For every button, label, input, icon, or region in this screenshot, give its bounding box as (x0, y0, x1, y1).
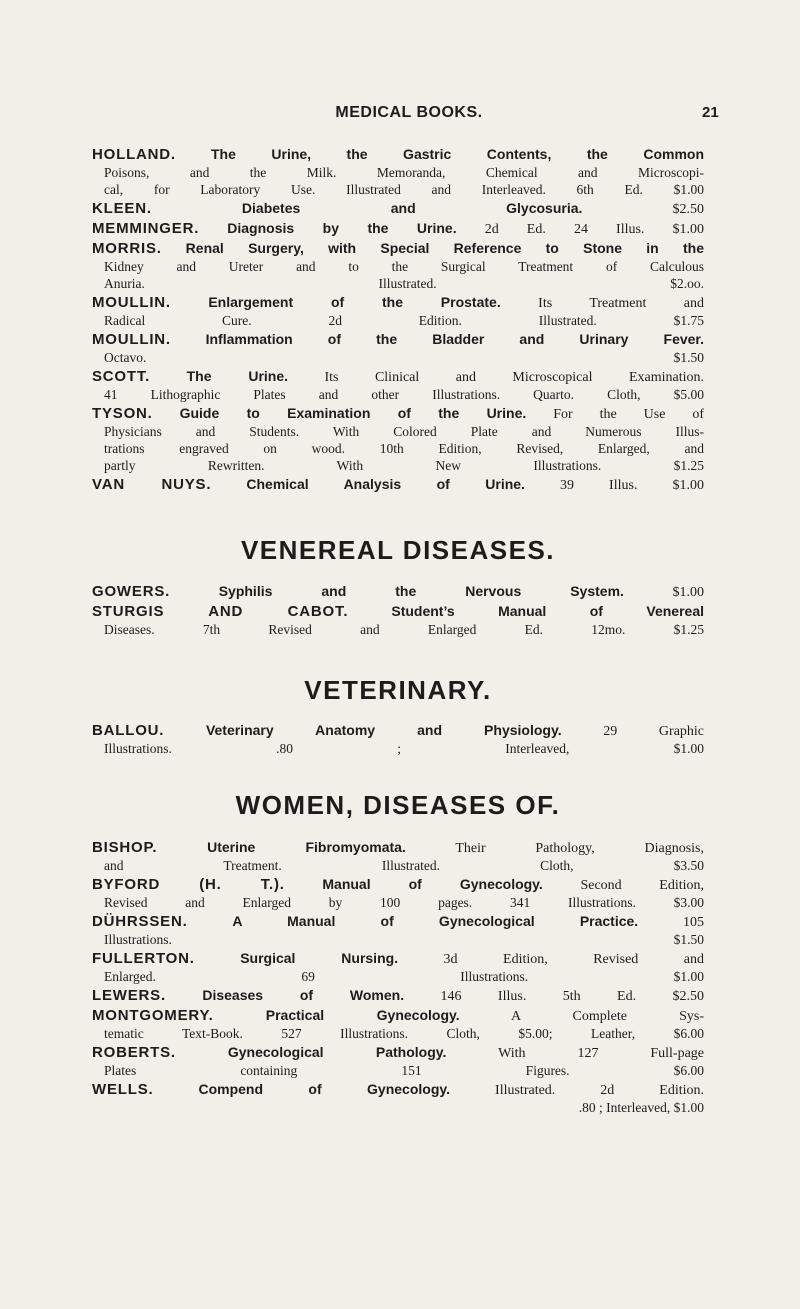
book-details: Its Clinical and Microscopical Examination. (324, 370, 704, 385)
running-head: MEDICAL BOOKS. (335, 104, 483, 121)
entry-first-line (92, 240, 704, 258)
author-name: MOULLIN. (92, 294, 171, 311)
author-name: WELLS. (92, 1081, 154, 1098)
book-title: Syphilis and the Nervous System. (218, 583, 624, 599)
book-details: and Treatment. Illustrated. (104, 858, 440, 873)
entry-first-line (92, 1007, 704, 1025)
book-details: Illustrations. (104, 932, 172, 947)
book-title: Uterine Fibromyomata. (207, 839, 406, 855)
catalog-entry (92, 1044, 704, 1079)
book-title: Enlargement of the Prostate. (208, 294, 501, 310)
entry-first-line (92, 950, 704, 968)
entry-first-line (92, 146, 704, 164)
entry-continuation-line (92, 181, 704, 198)
catalog-entry (92, 146, 704, 198)
catalog-entry (92, 1081, 704, 1116)
entry-first-line (92, 876, 704, 894)
section-heading: WOMEN, DISEASES OF. (235, 790, 561, 820)
entry-continuation-line (92, 621, 704, 638)
catalog-entry (92, 220, 704, 238)
author-name: STURGIS AND CABOT. (92, 603, 349, 620)
book-title: Chemical Analysis of Urine. (246, 476, 525, 492)
catalog-entry (92, 405, 704, 474)
catalog-entry (92, 368, 704, 403)
entry-continuation-line (92, 457, 704, 474)
entry-first-line (92, 200, 704, 218)
book-title: Inflammation of the Bladder and Urinary Fever. (205, 331, 704, 347)
entry-continuation-line (92, 740, 704, 757)
book-title: Veterinary Anatomy and Physiology. (205, 722, 562, 738)
entry-first-line (92, 220, 704, 238)
book-details: Enlarged. 69 Illustrations. (104, 969, 529, 984)
book-title: Compend of Gynecology. (198, 1081, 451, 1097)
book-details: With 127 Full-page (498, 1046, 705, 1061)
book-details: For the Use of (553, 407, 705, 422)
price: $1.50 (673, 932, 704, 947)
author-name: BYFORD (H. T.). (92, 876, 285, 893)
book-details: tematic Text-Book. 527 Illustrations. Cloth, $5.00; Leather, $6.00 (104, 1026, 704, 1041)
entry-continuation-line (92, 258, 704, 275)
entry-first-line (92, 913, 704, 931)
book-details: 3d Edition, Revised and (443, 952, 704, 967)
book-details: Illustrations. (104, 741, 172, 756)
book-title: Practical Gynecology. (265, 1007, 460, 1023)
book-title: Surgical Nursing. (240, 950, 399, 966)
book-details: A Complete Sys- (511, 1009, 705, 1024)
author-name: DÜHRSSEN. (92, 913, 188, 930)
section-heading: VETERINARY. (304, 675, 492, 705)
book-title: The Urine. (186, 368, 289, 384)
price: $1.00 (672, 585, 704, 600)
entry-first-line (92, 405, 704, 423)
author-name: SCOTT. (92, 368, 151, 385)
catalog-entry (92, 876, 704, 911)
book-details: trations engraved on wood. 10th Edition, Revised, Enlarged, and (104, 441, 704, 456)
book-title: A Manual of Gynecological Practice. (232, 913, 639, 929)
book-details: 29 Graphic (603, 724, 705, 739)
venereal-section (92, 535, 704, 640)
book-details: Kidney and Ureter and to the Surgical Treatment of Calculous (104, 259, 704, 274)
urine-section (92, 146, 704, 496)
entry-continuation-line (92, 275, 704, 292)
catalog-entry (92, 294, 704, 329)
entry-continuation-line (92, 440, 704, 457)
page-number: 21 (702, 104, 719, 121)
entry-continuation-line (92, 1025, 704, 1042)
entry-first-line (92, 294, 704, 312)
book-details: 41 Lithographic Plates and other Illustrations. Quarto. Cloth, $5.00 (104, 387, 704, 402)
book-title: Diseases of Women. (202, 987, 405, 1003)
author-name: MEMMINGER. (92, 220, 200, 237)
book-details: Illustrated. 2d Edition. (495, 1083, 705, 1098)
author-name: BALLOU. (92, 722, 165, 739)
price: .80 ; Interleaved, $1.00 (276, 741, 705, 756)
book-details: Anuria. Illustrated. (104, 276, 437, 291)
book-title: Diabetes and Glycosuria. (241, 200, 583, 216)
book-details: 105 (683, 915, 704, 930)
veterinary-section (92, 675, 704, 759)
entry-first-line (92, 987, 704, 1005)
entry-continuation-line (92, 386, 704, 403)
catalog-entry (92, 1007, 704, 1042)
price: $1.50 (673, 350, 704, 365)
catalog-entry (92, 240, 704, 292)
entry-first-line (92, 722, 704, 740)
book-details: Poisons, and the Milk. Memoranda, Chemical and Microscopi- (104, 165, 704, 180)
price: $1.00 (673, 969, 704, 984)
entry-first-line (92, 331, 704, 349)
entry-continuation-line (92, 312, 704, 329)
author-name: BISHOP. (92, 839, 158, 856)
price: $1.00 (672, 478, 705, 493)
book-details: Physicians and Students. With Colored Plate and Numerous Illus- (104, 424, 704, 439)
entry-first-line (92, 603, 704, 621)
book-title: The Urine, the Gastric Contents, the Common (211, 146, 704, 162)
catalog-entry (92, 839, 704, 874)
entry-continuation-line (92, 164, 704, 181)
catalog-entry (92, 583, 704, 601)
book-title: Student’s Manual of Venereal (391, 603, 704, 619)
section-heading: VENEREAL DISEASES. (240, 535, 556, 565)
catalog-entry (92, 722, 704, 757)
book-details: Plates containing 151 Figures. (104, 1063, 570, 1078)
author-name: ROBERTS. (92, 1044, 176, 1061)
price: $3.00 (673, 895, 705, 910)
catalog-entry (92, 950, 704, 985)
book-details: partly Rewritten. With New Illustrations. (104, 458, 602, 473)
entry-continuation-line (92, 968, 704, 985)
author-name: KLEEN. (92, 200, 152, 217)
catalog-entry (92, 476, 704, 494)
author-name: MOULLIN. (92, 331, 171, 348)
entry-first-line (92, 1044, 704, 1062)
book-details: 146 Illus. 5th Ed. (440, 989, 637, 1004)
entry-first-line (92, 1081, 704, 1099)
price: $2.oo. (670, 276, 704, 291)
catalog-entry (92, 331, 704, 366)
book-title: Manual of Gynecology. (322, 876, 543, 892)
price: .80 ; Interleaved, $1.00 (578, 1100, 704, 1115)
catalog-entry (92, 987, 704, 1005)
entry-continuation-line (92, 349, 704, 366)
author-name: FULLERTON. (92, 950, 195, 967)
book-details: Second Edition, (580, 878, 705, 893)
entry-first-line (92, 839, 704, 857)
entry-continuation-line (92, 894, 704, 911)
price: $2.50 (672, 202, 705, 217)
price: $1.25 (673, 458, 704, 473)
entry-first-line (92, 476, 704, 494)
author-name: TYSON. (92, 405, 153, 422)
author-name: GOWERS. (92, 583, 171, 600)
catalog-entry (92, 603, 704, 638)
book-details: cal, for Laboratory Use. Illustrated and Interleaved. 6th Ed. $1.00 (104, 182, 704, 197)
entry-continuation-line (92, 1062, 704, 1079)
book-title: Renal Surgery, with Special Reference to Stone in the (185, 240, 704, 256)
price: $1.75 (673, 313, 704, 328)
price: Cloth, $3.50 (540, 858, 704, 873)
price: $6.00 (673, 1063, 705, 1078)
author-name: MONTGOMERY. (92, 1007, 214, 1024)
book-details: Radical Cure. 2d Edition. Illustrated. (104, 313, 597, 328)
entry-continuation-line (92, 931, 704, 948)
book-details: Their Pathology, Diagnosis, (455, 841, 705, 856)
book-details: Revised and Enlarged by 100 pages. 341 Illustrations. (104, 895, 636, 910)
entry-continuation-line (92, 857, 704, 874)
book-details: 39 Illus. (560, 478, 638, 493)
entry-first-line (92, 368, 704, 386)
book-title: Guide to Examination of the Urine. (179, 405, 527, 421)
book-title: Gynecological Pathology. (227, 1044, 447, 1060)
author-name: MORRIS. (92, 240, 162, 257)
catalog-entry (92, 913, 704, 948)
author-name: HOLLAND. (92, 146, 176, 163)
author-name: LEWERS. (92, 987, 166, 1004)
price: $1.25 (673, 622, 705, 637)
catalog-entry (92, 200, 704, 218)
entry-continuation-line (92, 1099, 704, 1116)
book-title: Diagnosis by the Urine. (227, 220, 457, 236)
book-details: Diseases. 7th Revised and Enlarged Ed. 12mo. (104, 622, 626, 637)
book-details: Its Treatment and (538, 296, 705, 311)
price: $2.50 (672, 989, 705, 1004)
entry-continuation-line (92, 423, 704, 440)
book-details: 2d Ed. 24 Illus. $1.00 (484, 222, 705, 237)
author-name: VAN NUYS. (92, 476, 212, 493)
women-section (92, 790, 704, 1118)
book-details: Octavo. (104, 350, 147, 365)
entry-first-line (92, 583, 704, 601)
